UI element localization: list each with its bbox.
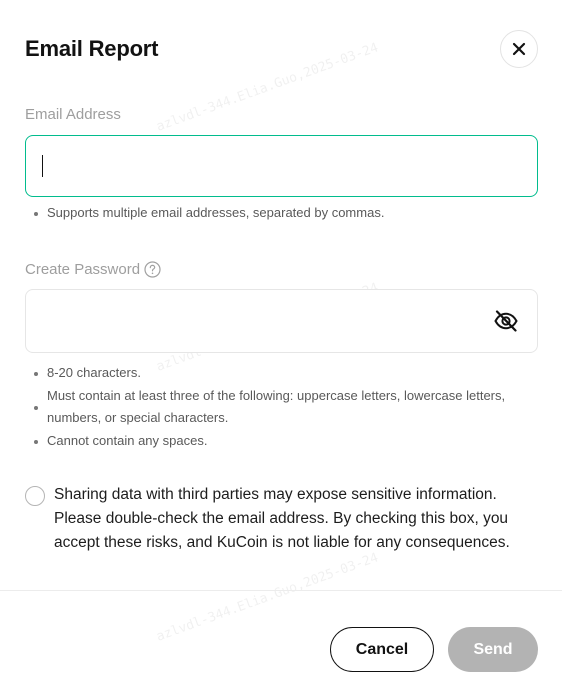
consent-text: Sharing data with third parties may expose sensitive information. Please double-check the email address. By checking this box, you accept these risks, and KuCoin is not liable for any consequences. <box>54 486 510 551</box>
password-input[interactable] <box>25 289 538 353</box>
email-label: Email Address <box>25 106 121 123</box>
password-label-text: Create Password <box>25 261 141 278</box>
hint-item: 8-20 characters. <box>25 362 538 385</box>
email-input[interactable] <box>25 135 538 197</box>
watermark: azlvdl-344.Elia.Guo,2025-03-24 <box>154 40 381 135</box>
email-hint <box>25 202 538 225</box>
consent-checkbox[interactable] <box>25 486 45 506</box>
close-icon <box>512 42 526 56</box>
hint-item: Cannot contain any spaces. <box>25 430 538 453</box>
dialog-title: Email Report <box>25 36 159 61</box>
footer-divider <box>0 590 562 591</box>
cancel-button[interactable]: Cancel <box>330 627 434 672</box>
send-button[interactable]: Send <box>448 627 538 672</box>
close-button[interactable] <box>500 30 538 68</box>
text-caret <box>42 155 43 177</box>
watermark: azlvdl-344.Elia.Guo,2025-03-24 <box>154 550 381 645</box>
dialog-header <box>25 30 538 70</box>
password-hints <box>25 362 538 452</box>
password-label <box>25 261 161 278</box>
hint-item: Must contain at least three of the following: uppercase letters, lowercase letters, numbers, or special characters. <box>25 385 538 430</box>
help-circle-icon[interactable] <box>144 261 161 278</box>
hint-item: Supports multiple email addresses, separated by commas. <box>25 202 538 225</box>
eye-off-icon <box>493 308 519 334</box>
toggle-password-visibility-button[interactable] <box>492 307 520 335</box>
